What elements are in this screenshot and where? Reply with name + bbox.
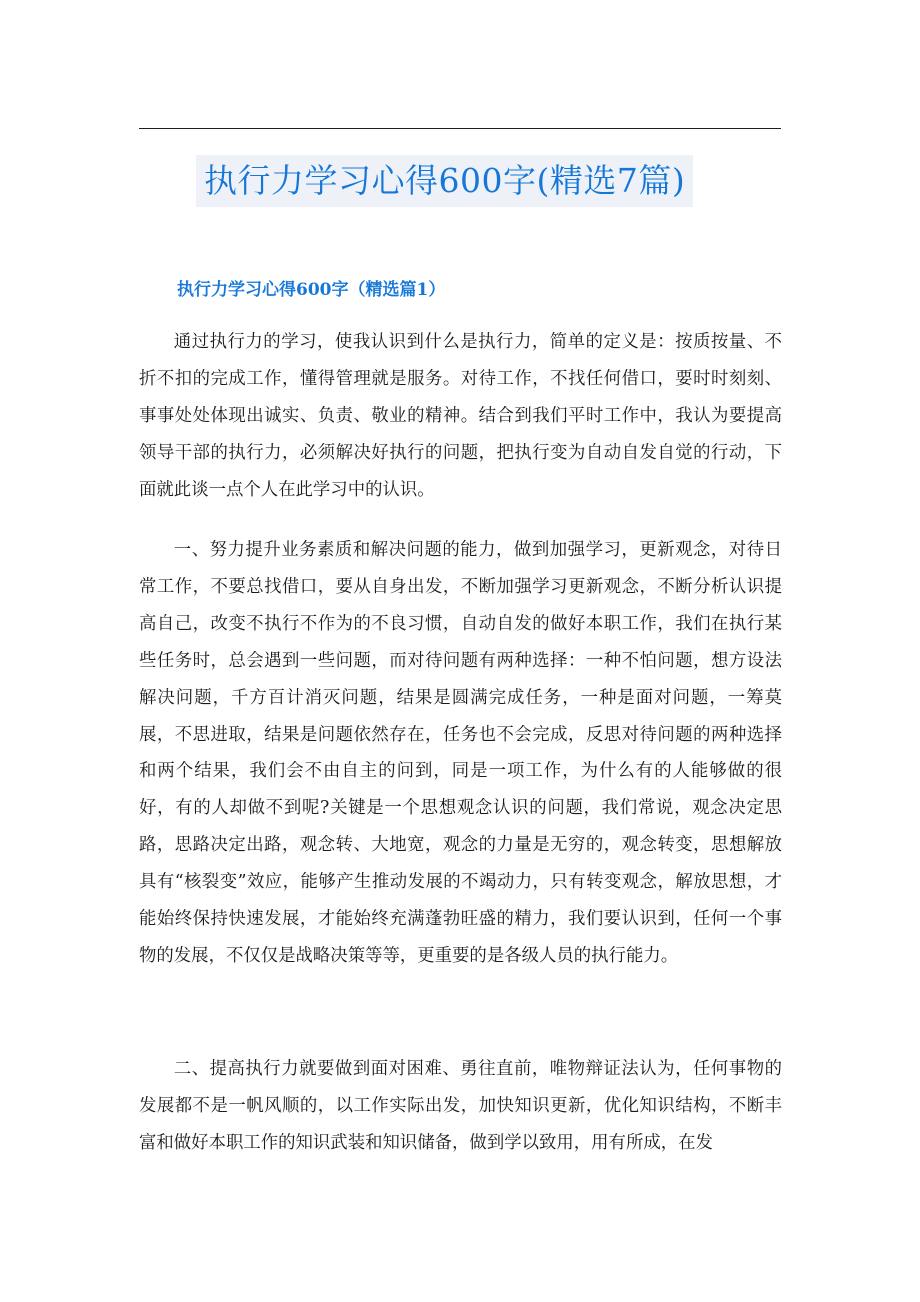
body-paragraph: 通过执行力的学习，使我认识到什么是执行力，简单的定义是：按质按量、不折不扣的完成工作，懂得管理就是服务。对待工作，不找任何借口，要时时刻刻、事事处处体现出诚实、负责、敬业的精神。结合到我们平时工作中，我认为要提高领导干部的执行力，必须解决好执行的问题，把执行变为自动自发自觉的行动，下面就此谈一点个人在此学习中的认识。 [139,332,782,500]
section-title: 执行力学习心得600字（精选篇1） [177,280,446,300]
header-rule [139,128,781,129]
body-paragraph: 二、提高执行力就要做到面对困难、勇往直前，唯物辩证法认为，任何事物的发展都不是一帆风顺的，以工作实际出发，加快知识更新，优化知识结构，不断丰富和做好本职工作的知识武装和知识储备，做到学以致用，用有所成，在发 [139,1059,782,1153]
body-paragraph: 一、努力提升业务素质和解决问题的能力，做到加强学习，更新观念，对待日常工作，不要总找借口，要从自身出发，不断加强学习更新观念，不断分析认识提高自己，改变不执行不作为的不良习惯，自动自发的做好本职工作，我们在执行某些任务时，总会遇到一些问题，而对待问题有两种选择：一种不怕问题，想方设法解决问题，千方百计消灭问题，结果是圆满完成任务，一种是面对问题，一筹莫展，不思进取，结果是问题依然存在，任务也不会完成，反思对待问题的两种选择和两个结果，我们会不由自主的问到，同是一项工作，为什么有的人能够做的很好，有的人却做不到呢?关键是一个思想观念认识的问题，我们常说，观念决定思路，思路决定出路，观念转、大地宽，观念的力量是无穷的，观念转变，思想解放具有“核裂变”效应，能够产生推动发展的不竭动力，只有转变观念，解放思想，才能始终保持快速发展，才能始终充满蓬勃旺盛的精力，我们要认识到，任何一个事物的发展，不仅仅是战略决策等等，更重要的是各级人员的执行能力。 [139,540,782,966]
document-title: 执行力学习心得600字(精选7篇) [196,155,693,207]
